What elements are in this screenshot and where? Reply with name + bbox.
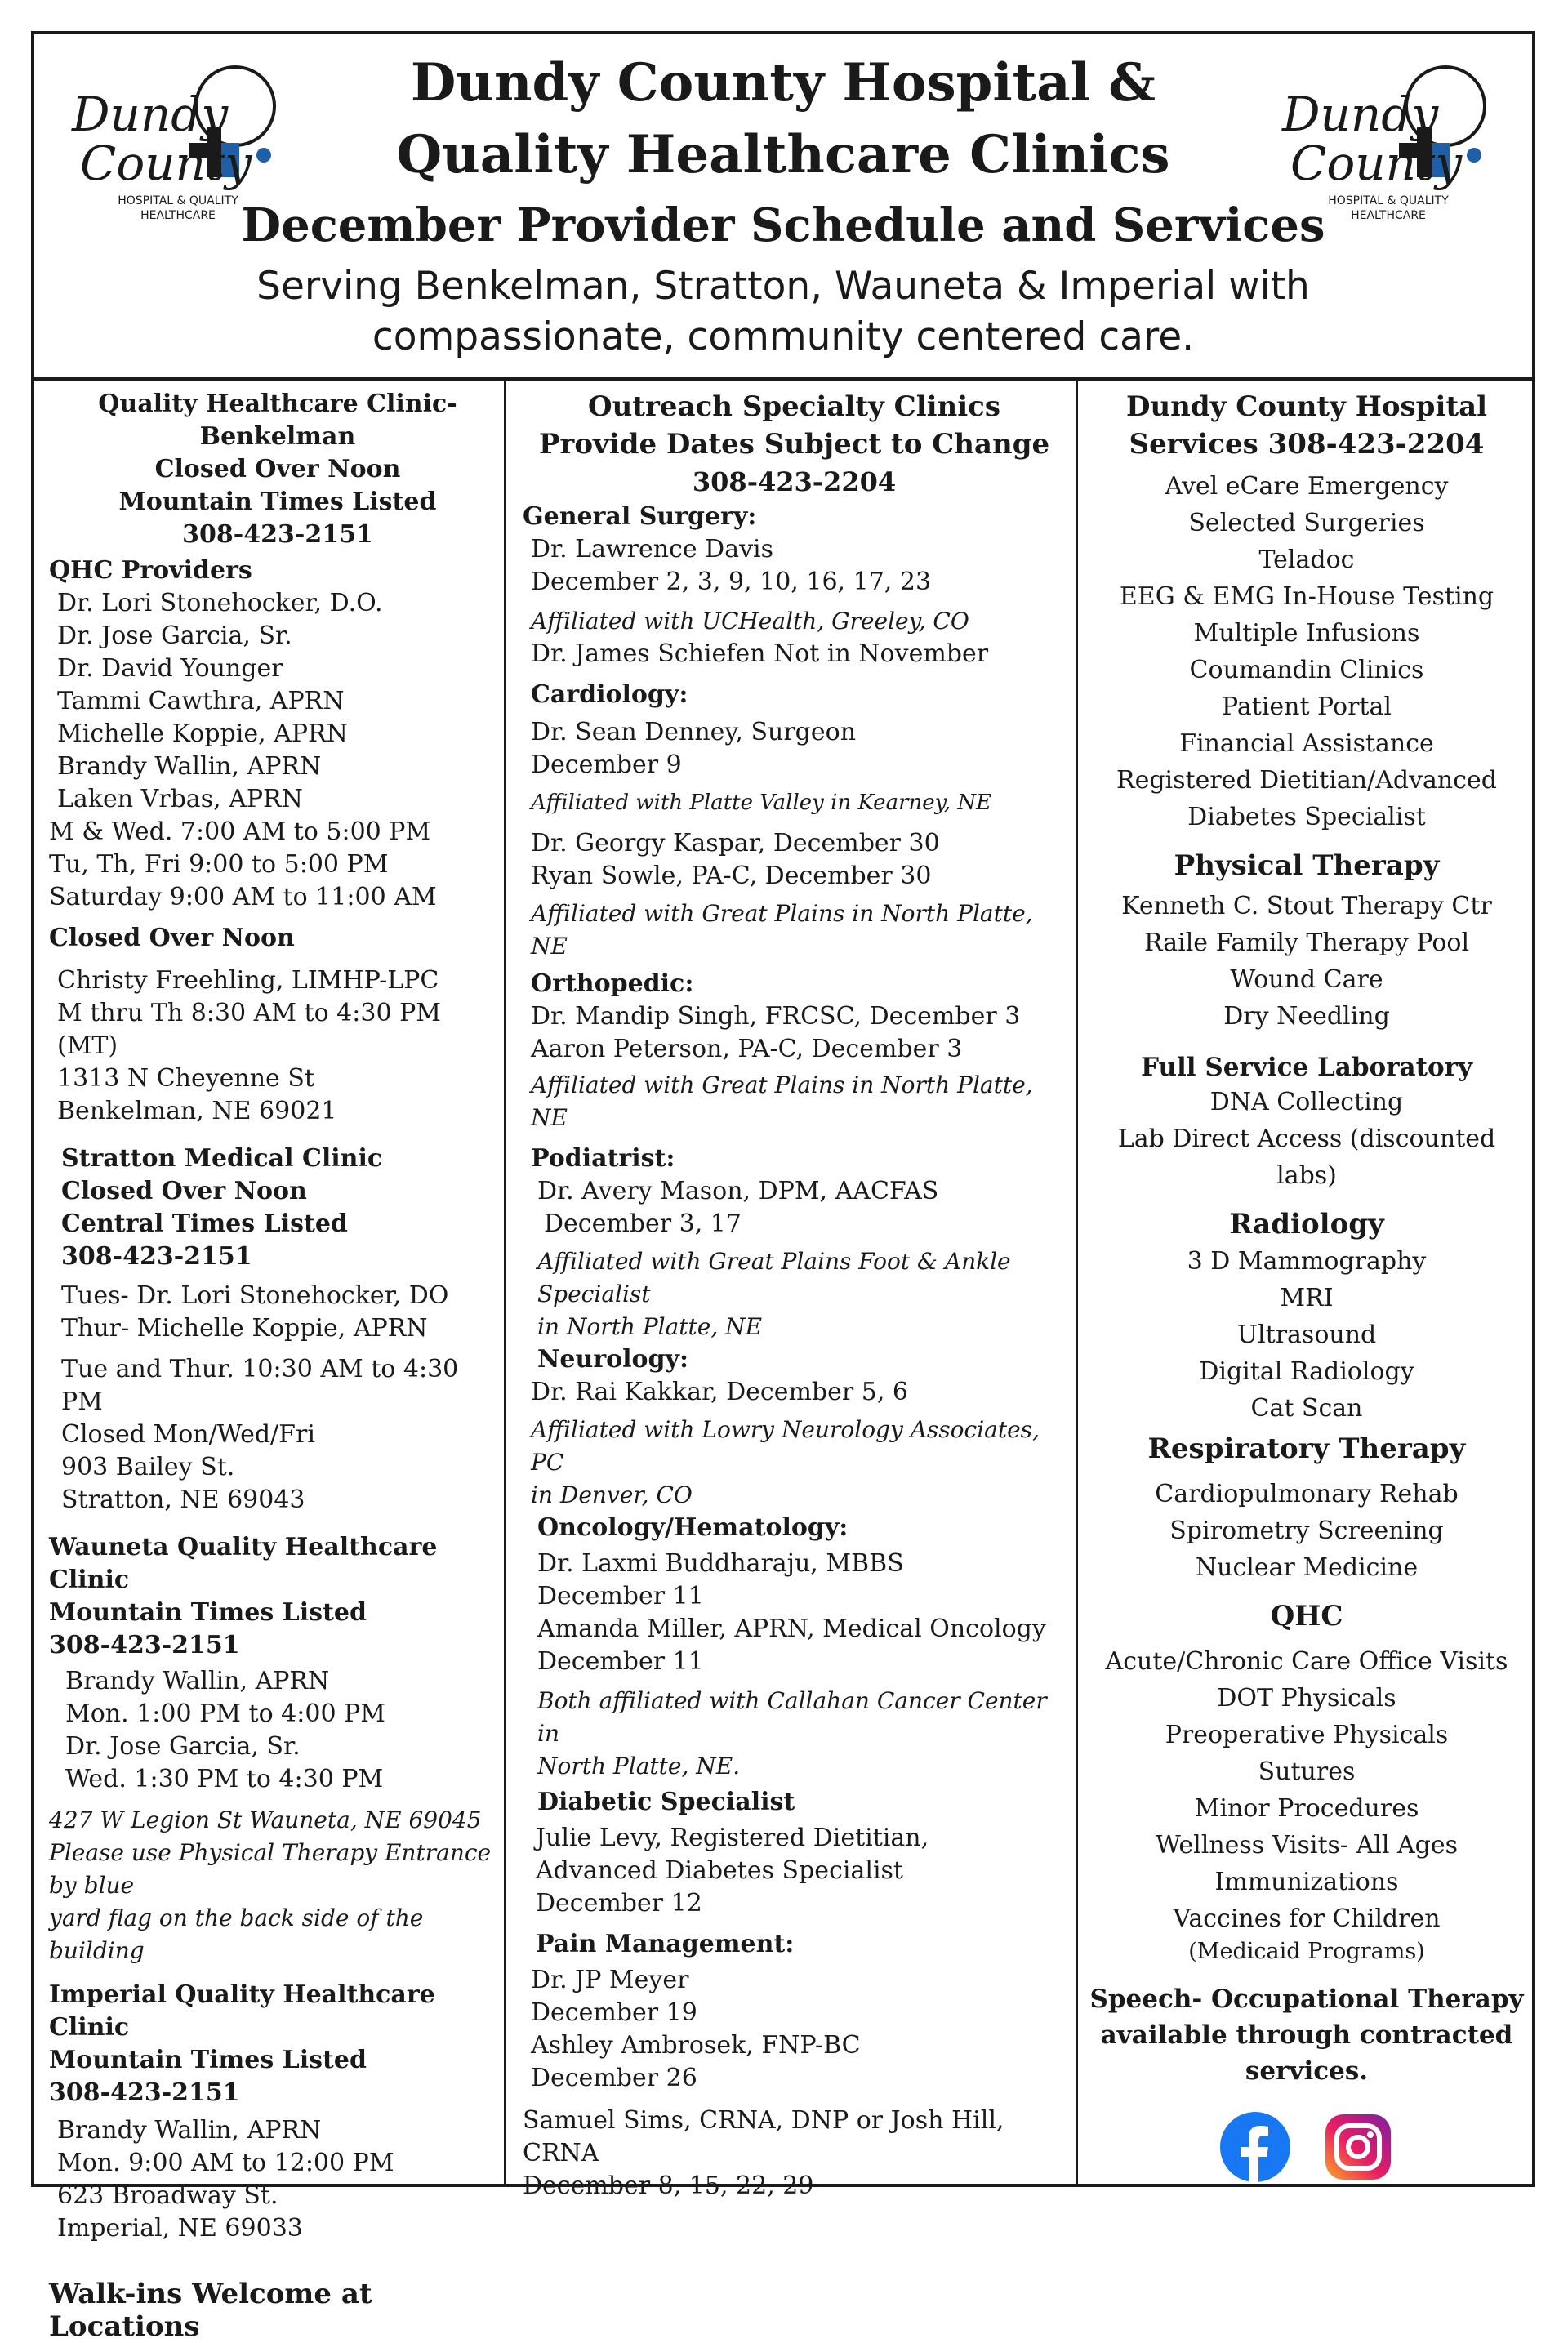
qhc-note: (Medicaid Programs): [1188, 1939, 1425, 1964]
stratton-info: Closed Mon/Wed/Fri: [61, 1420, 315, 1449]
provider-item: Dr. Jose Garcia, Sr.: [57, 621, 292, 650]
stratton-clinic: [49, 1143, 506, 1517]
podiatrist-affiliation: Affiliated with Great Plains Foot & Ankle Specialist: [537, 1248, 1011, 1307]
imperial-line: 623 Broadway St.: [57, 2181, 278, 2210]
oncology-line: Amanda Miller, APRN, Medical Oncology: [537, 1615, 1046, 1643]
tagline-line-2: compassionate, community centered care.: [372, 314, 1195, 359]
benkelman-note-1: Closed Over Noon: [154, 455, 401, 483]
service-item: Cat Scan: [1250, 1394, 1363, 1423]
wauneta-clinic: [49, 1531, 506, 1967]
pain-line: Samuel Sims, CRNA, DNP or Josh Hill, CRNA: [523, 2106, 1004, 2167]
pain-line: December 19: [531, 1998, 697, 2027]
service-item: Coumandin Clinics: [1189, 656, 1424, 684]
laboratory-title: Full Service Laboratory: [1141, 1053, 1472, 1082]
diabetic-title: Diabetic Specialist: [537, 1788, 795, 1816]
qhc-title: QHC: [1270, 1600, 1343, 1633]
cardiology-line: Ryan Sowle, PA-C, December 30: [531, 862, 932, 890]
general-surgery-line: Dr. Lawrence Davis: [531, 535, 774, 563]
general-surgery-line: Dr. James Schiefen Not in November: [531, 639, 989, 668]
pain-line: Dr. JP Meyer: [531, 1966, 689, 1994]
counselor-line: Benkelman, NE 69021: [57, 1097, 337, 1125]
service-item: EEG & EMG In-House Testing: [1119, 582, 1494, 611]
stratton-clinic-name: Stratton Medical Clinic: [61, 1144, 383, 1173]
wauneta-phone: 308-423-2151: [49, 1631, 240, 1659]
speech-therapy-note: [1086, 1981, 1527, 2089]
service-item: Nuclear Medicine: [1195, 1553, 1419, 1582]
svg-text:HEALTHCARE: HEALTHCARE: [1351, 209, 1426, 222]
service-item: Selected Surgeries: [1188, 509, 1425, 537]
neurology-line: Dr. Rai Kakkar, December 5, 6: [531, 1378, 909, 1406]
page-title: [292, 47, 1274, 191]
service-item: Digital Radiology: [1199, 1357, 1414, 1386]
outreach-phone: 308-423-2204: [692, 466, 897, 497]
physical-therapy-title: Physical Therapy: [1174, 849, 1440, 882]
imperial-clinic-name: Imperial Quality Healthcare Clinic: [49, 1980, 435, 2042]
cardiology-block: [523, 716, 1066, 963]
stratton-info: Tue and Thur. 10:30 AM to 4:30 PM: [61, 1355, 459, 1416]
provider-item: Tammi Cawthra, APRN: [57, 687, 345, 715]
tagline: [31, 261, 1535, 363]
service-item: Registered Dietitian/Advanced: [1116, 766, 1497, 795]
service-item: DNA Collecting: [1209, 1088, 1404, 1116]
pain-line: December 26: [531, 2064, 697, 2092]
respiratory-title: Respiratory Therapy: [1147, 1432, 1466, 1465]
general-surgery-title: General Surgery:: [523, 502, 757, 531]
tagline-line-1: Serving Benkelman, Stratton, Wauneta & Imperial with: [256, 264, 1310, 309]
page-subtitle: December Provider Schedule and Services: [241, 198, 1325, 252]
orthopedic-affiliation: Affiliated with Great Plains in North Platte, NE: [531, 1071, 1033, 1131]
podiatrist-line: Dr. Avery Mason, DPM, AACFAS: [537, 1177, 939, 1205]
pain-title: Pain Management:: [536, 1930, 795, 1958]
cardiology-affiliation: Affiliated with Platte Valley in Kearney, NE: [531, 791, 992, 815]
provider-item: Brandy Wallin, APRN: [57, 752, 322, 781]
podiatrist-line: December 3, 17: [544, 1209, 742, 1238]
title-line-1: Dundy County Hospital &: [410, 52, 1156, 114]
hospital-heading-2: Services 308-423-2204: [1129, 428, 1485, 461]
neurology-affiliation: Affiliated with Lowry Neurology Associates, PC: [531, 1416, 1040, 1476]
pain-line: Ashley Ambrosek, FNP-BC: [531, 2031, 861, 2060]
service-item: Multiple Infusions: [1193, 619, 1420, 648]
wauneta-lines: [49, 1665, 506, 1796]
outreach-column: [523, 388, 1066, 2203]
provider-item: Michelle Koppie, APRN: [57, 719, 348, 748]
service-item: Dry Needling: [1223, 1002, 1390, 1031]
counselor-line: 1313 N Cheyenne St: [57, 1064, 314, 1093]
orthopedic-title: Orthopedic:: [531, 969, 694, 998]
oncology-block: [523, 1548, 1066, 1783]
pain-block: [523, 1964, 1066, 2095]
respiratory-list: [1086, 1476, 1527, 1586]
stratton-provider: Tues- Dr. Lori Stonehocker, DO: [61, 1281, 449, 1310]
service-item: Kenneth C. Stout Therapy Ctr: [1121, 892, 1492, 920]
stratton-note-2: Central Times Listed: [61, 1209, 348, 1238]
imperial-phone: 308-423-2151: [49, 2078, 240, 2107]
hours-line: Tu, Th, Fri 9:00 to 5:00 PM: [49, 850, 389, 879]
speech-line: Speech- Occupational Therapy: [1089, 1984, 1524, 2014]
stratton-info: Stratton, NE 69043: [61, 1486, 305, 1514]
service-item: Diabetes Specialist: [1187, 803, 1426, 831]
oncology-line: December 11: [537, 1582, 704, 1610]
hospital-services-column: [1086, 388, 1527, 2182]
podiatrist-block: [523, 1175, 1066, 1343]
podiatrist-affiliation: in North Platte, NE: [537, 1313, 763, 1340]
wauneta-line: Brandy Wallin, APRN: [65, 1667, 330, 1695]
svg-text:County: County: [80, 136, 252, 191]
diabetic-line: Julie Levy, Registered Dietitian,: [536, 1824, 929, 1852]
service-item: Wellness Visits- All Ages: [1156, 1831, 1458, 1860]
neurology-title: Neurology:: [537, 1345, 689, 1374]
stratton-phone: 308-423-2151: [61, 1242, 252, 1271]
counselor-block: [49, 964, 506, 1128]
social-links: [1086, 2112, 1527, 2182]
wauneta-entrance-note: Please use Physical Therapy Entrance by blue: [49, 1839, 492, 1899]
imperial-line: Brandy Wallin, APRN: [57, 2116, 322, 2145]
svg-text:HEALTHCARE: HEALTHCARE: [140, 209, 216, 222]
podiatrist-title: Podiatrist:: [531, 1144, 675, 1173]
wauneta-clinic-name: Wauneta Quality Healthcare Clinic: [49, 1533, 438, 1594]
speech-line: available through contracted: [1100, 2020, 1513, 2050]
provider-item: Dr. Lori Stonehocker, D.O.: [57, 589, 383, 617]
cardiology-line: Dr. Georgy Kaspar, December 30: [531, 829, 940, 857]
oncology-line: December 11: [537, 1647, 704, 1676]
service-item: Sutures: [1258, 1757, 1356, 1786]
facebook-icon[interactable]: [1220, 2112, 1290, 2182]
general-surgery-block: [523, 533, 1066, 670]
service-item: Lab Direct Access (discounted labs): [1117, 1125, 1496, 1190]
service-item: DOT Physicals: [1217, 1684, 1396, 1713]
provider-item: Laken Vrbas, APRN: [57, 785, 303, 813]
diabetic-block: [523, 1822, 1066, 1920]
provider-item: Dr. David Younger: [57, 654, 283, 683]
svg-text:Dundy: Dundy: [1282, 87, 1439, 142]
orthopedic-line: Dr. Mandip Singh, FRCSC, December 3: [531, 1002, 1021, 1031]
title-line-2: Quality Healthcare Clinics: [396, 124, 1170, 185]
hours-line: M & Wed. 7:00 AM to 5:00 PM: [49, 817, 431, 846]
service-item: Immunizations: [1214, 1868, 1399, 1896]
general-surgery-affiliation: Affiliated with UCHealth, Greeley, CO: [531, 608, 969, 635]
physical-therapy-list: [1086, 888, 1527, 1035]
wauneta-entrance-note: yard flag on the back side of the building: [49, 1904, 424, 1964]
wauneta-note: Mountain Times Listed: [49, 1598, 367, 1627]
wauneta-line: Mon. 1:00 PM to 4:00 PM: [65, 1699, 385, 1728]
outreach-heading-2: Provide Dates Subject to Change: [538, 428, 1050, 461]
service-item: Wound Care: [1230, 965, 1383, 994]
benkelman-phone: 308-423-2151: [182, 520, 373, 549]
oncology-line: Dr. Laxmi Buddharaju, MBBS: [537, 1549, 904, 1578]
orthopedic-block: [523, 1000, 1066, 1134]
neurology-affiliation: in Denver, CO: [531, 1481, 693, 1508]
cardiology-line: December 9: [531, 751, 682, 779]
neurology-block: [523, 1376, 1066, 1512]
imperial-line: Imperial, NE 69033: [57, 2214, 303, 2243]
wauneta-line: Wed. 1:30 PM to 4:30 PM: [65, 1765, 384, 1793]
cardiology-line: Dr. Sean Denney, Surgeon: [531, 718, 857, 746]
imperial-clinic: [49, 1979, 506, 2245]
service-item: MRI: [1280, 1284, 1334, 1312]
hospital-services-list: [1086, 468, 1527, 835]
service-item: Spirometry Screening: [1169, 1517, 1444, 1545]
qhc-list: [1086, 1643, 1527, 1937]
counselor-line: M thru Th 8:30 AM to 4:30 PM (MT): [57, 999, 441, 1060]
oncology-affiliation: Both affiliated with Callahan Cancer Center in: [537, 1687, 1047, 1747]
service-item: Acute/Chronic Care Office Visits: [1105, 1647, 1508, 1676]
service-item: 3 D Mammography: [1187, 1247, 1427, 1276]
walk-ins-note: Walk-ins Welcome at Locations: [49, 2278, 372, 2343]
hours-line: Saturday 9:00 AM to 11:00 AM: [49, 883, 437, 911]
radiology-list: [1086, 1243, 1527, 1427]
imperial-line: Mon. 9:00 AM to 12:00 PM: [57, 2149, 394, 2177]
svg-text:HOSPITAL & QUALITY: HOSPITAL & QUALITY: [1328, 194, 1449, 207]
hospital-heading-1: Dundy County Hospital: [1125, 390, 1488, 423]
oncology-affiliation: North Platte, NE.: [537, 1753, 741, 1780]
diabetic-line: Advanced Diabetes Specialist: [536, 1856, 903, 1885]
service-item: Teladoc: [1258, 546, 1355, 574]
clinics-column: [49, 388, 506, 2343]
closed-noon-note: Closed Over Noon: [49, 924, 295, 952]
orthopedic-line: Aaron Peterson, PA-C, December 3: [531, 1035, 963, 1063]
service-item: Financial Assistance: [1179, 729, 1434, 758]
speech-line: services.: [1245, 2056, 1369, 2086]
svg-text:Dundy: Dundy: [72, 87, 229, 142]
imperial-lines: [49, 2114, 506, 2245]
counselor-line: Christy Freehling, LIMHP-LPC: [57, 966, 439, 995]
benkelman-note-2: Mountain Times Listed: [118, 488, 437, 516]
header: [31, 31, 1535, 381]
cardiology-affiliation: Affiliated with Great Plains in North Platte, NE: [531, 900, 1033, 960]
service-item: Raile Family Therapy Pool: [1143, 929, 1470, 957]
radiology-title: Radiology: [1229, 1208, 1384, 1241]
instagram-icon[interactable]: [1323, 2112, 1393, 2182]
wauneta-address: 427 W Legion St Wauneta, NE 69045: [49, 1806, 482, 1833]
laboratory-list: [1086, 1084, 1527, 1194]
imperial-note: Mountain Times Listed: [49, 2046, 367, 2074]
general-surgery-line: December 2, 3, 9, 10, 16, 17, 23: [531, 568, 932, 596]
svg-text:HOSPITAL & QUALITY: HOSPITAL & QUALITY: [118, 194, 238, 207]
service-item: Patient Portal: [1222, 693, 1392, 721]
column-divider-2: [1076, 381, 1078, 2187]
outreach-heading-1: Outreach Specialty Clinics: [587, 390, 1001, 423]
stratton-info: 903 Bailey St.: [61, 1453, 235, 1481]
oncology-title: Oncology/Hematology:: [537, 1513, 849, 1542]
stratton-provider: Thur- Michelle Koppie, APRN: [61, 1314, 428, 1343]
service-item: Avel eCare Emergency: [1165, 472, 1449, 501]
wauneta-line: Dr. Jose Garcia, Sr.: [65, 1732, 301, 1761]
service-item: Preoperative Physicals: [1165, 1721, 1449, 1749]
service-item: Vaccines for Children: [1173, 1904, 1441, 1933]
diabetic-line: December 12: [536, 1889, 702, 1918]
cardiology-title: Cardiology:: [531, 680, 688, 709]
pain-line: December 8, 15, 22, 29: [523, 2172, 814, 2200]
stratton-note-1: Closed Over Noon: [61, 1177, 307, 1205]
service-item: Ultrasound: [1236, 1321, 1377, 1349]
benkelman-clinic-name: Quality Healthcare Clinic- Benkelman: [98, 390, 457, 451]
provider-list: [49, 587, 506, 816]
svg-text:County: County: [1290, 136, 1463, 191]
qhc-providers-heading: QHC Providers: [49, 556, 252, 585]
service-item: Cardiopulmonary Rehab: [1155, 1480, 1459, 1508]
service-item: Minor Procedures: [1194, 1794, 1419, 1823]
